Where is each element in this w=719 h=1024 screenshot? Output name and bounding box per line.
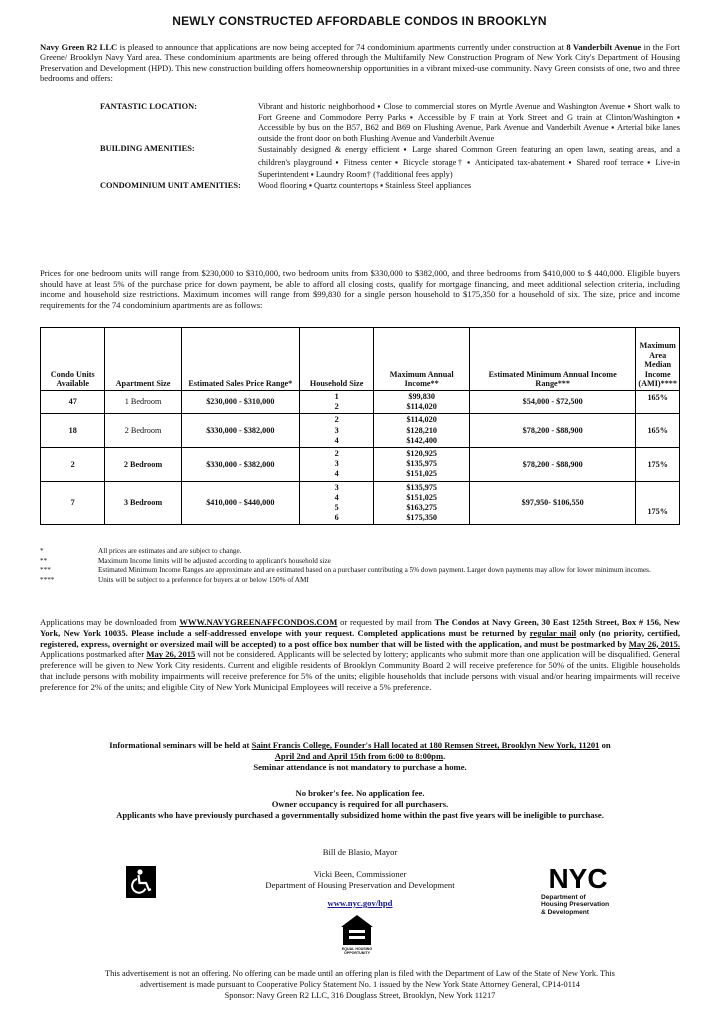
income-value: $114,020 xyxy=(406,415,437,425)
household-value: 3 xyxy=(334,425,339,435)
feature-label: BUILDING AMENITIES: xyxy=(100,144,195,154)
cell-income xyxy=(374,448,470,482)
cell-ami: 165% xyxy=(636,414,680,448)
cell-size: 1 Bedroom xyxy=(105,391,181,414)
table-row xyxy=(41,481,680,525)
intro-text-1: is pleased to announce that applications are now being accepted for 74 condominium apartments currently under construction at xyxy=(117,42,567,52)
household-value: 5 xyxy=(334,503,339,513)
income-value: $151,025 xyxy=(406,469,438,479)
cell-ami: 175% xyxy=(636,448,680,482)
feature-text: Vibrant and historic neighborhood ▪ Close to commercial stores on Myrtle Avenue and Washington Avenue ▪ Short walk to Fort Greene and Commodore Perry Parks ▪ Accessible by F train at York Street and G train at Clinton/Washington ▪ Accessible by bus on the B57, B62 and B69 on Flushing Avenue, Park Avenue and Vanderbilt Avenue ▪ Arterial bike lanes outside the front door on both Flushing Avenue and Vanderbilt Avenue xyxy=(258,102,680,143)
intro-paragraph xyxy=(40,42,680,84)
seminar-location: Saint Francis College, Founder's Hall located at 180 Remsen Street, Brooklyn New York, 11201 xyxy=(251,740,600,750)
footer-line: Sponsor: Navy Green R2 LLC, 316 Douglass Street, Brooklyn, New York 11217 xyxy=(224,991,496,1000)
mayor-name: Bill de Blasio, Mayor xyxy=(322,847,398,857)
cell-income xyxy=(374,414,470,448)
hpd-website-link[interactable]: www.nyc.gov/hpd xyxy=(327,898,393,908)
seminar-notice xyxy=(40,740,680,773)
fee-notice: Applicants who have previously purchased a governmentally subsidized home within the past five years will be ineligible to purchase. xyxy=(116,810,604,820)
fee-notice: No broker's fee. No application fee. xyxy=(295,788,425,798)
prices-paragraph: Prices for one bedroom units will range from $230,000 to $310,000, two bedroom units from $330,000 to $382,000, and three bedrooms from $410,000 to $ 440,000. Eligible buyers should have at least 5% of the purchase price for down payment, be able to afford all closing costs, qualify for mortgage financing, and meet additional selection criteria, including income and household size restrictions. Maximum incomes will range from $99,830 for a single person household to $175,350 for a household of six. The size, price and income requirements for the 74 condominium apartments are as follows: xyxy=(40,268,680,310)
cell-price: $330,000 - $382,000 xyxy=(181,448,299,482)
seminar-text: on xyxy=(599,740,611,750)
feature-text: Wood flooring ▪ Quartz countertops ▪ Stainless Steel appliances xyxy=(258,180,472,190)
footnotes xyxy=(40,547,680,585)
household-value: 2 xyxy=(334,449,339,459)
household-value: 1 xyxy=(334,392,339,401)
features-list xyxy=(100,102,680,192)
household-value: 4 xyxy=(334,492,339,502)
cell-units: 47 xyxy=(41,391,105,414)
commissioner-name: Vicki Been, Commissioner xyxy=(313,869,407,879)
header-household: Household Size xyxy=(299,328,373,391)
cell-min-income: $54,000 - $72,500 xyxy=(470,391,636,414)
income-value: $135,975 xyxy=(406,482,438,492)
income-value: $99,830 xyxy=(408,392,435,401)
building-address: 8 Vanderbilt Avenue xyxy=(566,42,642,52)
seminar-text: Informational seminars will be held at xyxy=(109,740,252,750)
footnote xyxy=(40,557,680,567)
cell-size: 2 Bedroom xyxy=(105,414,181,448)
seminar-dates: April 2nd and April 15th from 6:00 to 8:00pm xyxy=(274,751,444,761)
header-ami: Maximum Area Median Income (AMI)**** xyxy=(636,328,680,391)
footer-line: This advertisement is not an offering. No offering can be made until an offering plan is filed with the Department of Law of the State of New York. This xyxy=(105,969,615,978)
header-units: Condo Units Available xyxy=(41,328,105,391)
cell-price: $410,000 - $440,000 xyxy=(181,481,299,525)
intro-text-2: in the Fort Greene/ Brooklyn Navy Yard area. These condominium apartments are being offered through the Multifamily New Construction Program of New York City's Department of Housing Preservation and Development (HPD). This new construction building offers homeownership opportunities in a vibrant mixed-use community. Navy Green consists of one, two and three bedrooms and offers: xyxy=(40,42,680,84)
cell-household xyxy=(299,391,373,414)
application-paragraph xyxy=(40,617,680,693)
footnote-symbol: * xyxy=(40,547,44,555)
household-value: 2 xyxy=(334,402,339,412)
income-value: $142,400 xyxy=(406,435,438,445)
fee-notices xyxy=(40,788,680,821)
footnote-symbol: ** xyxy=(40,556,48,565)
developer-name: Navy Green R2 LLC xyxy=(40,42,118,52)
feature-label: FANTASTIC LOCATION: xyxy=(100,102,198,111)
mailing-address-text: The Condos at Navy Green, 30 East 125th Street, Box # 156, New York, New York 10035. Please include a self-addressed envelope with your request. Completed applications must be returned by xyxy=(40,617,680,638)
income-value: $163,275 xyxy=(406,503,438,513)
equal-housing-label: EQUAL HOUSING OPPORTUNITY xyxy=(341,947,373,956)
income-value: $128,210 xyxy=(406,425,438,435)
cell-income xyxy=(374,391,470,414)
income-value: $151,025 xyxy=(406,492,438,502)
feature-location xyxy=(100,102,680,144)
footnote xyxy=(40,566,680,576)
apply-text-5: Applications postmarked after xyxy=(40,649,147,660)
household-value: 4 xyxy=(334,435,339,445)
regular-mail-text: regular mail xyxy=(529,627,577,638)
wheelchair-accessible-icon xyxy=(126,866,156,898)
footnote-symbol: **** xyxy=(40,575,55,584)
cell-units: 2 xyxy=(41,448,105,482)
income-value: $135,975 xyxy=(406,459,438,469)
apply-text-4: only (no priority, certified, registered, express, overnight or oversized mail will be accepted) to a post office box number that will be listed with the application, and must be postmarked by xyxy=(40,627,680,649)
footnote xyxy=(40,576,680,586)
seminar-text: . xyxy=(443,751,446,761)
cell-household xyxy=(299,481,373,525)
feature-label: CONDOMINIUM UNIT AMENITIES: xyxy=(100,180,241,190)
cell-price: $230,000 - $310,000 xyxy=(181,391,299,414)
cell-price: $330,000 - $382,000 xyxy=(181,414,299,448)
household-value: 3 xyxy=(334,482,339,492)
legal-footer xyxy=(30,968,690,1001)
units-table xyxy=(40,327,680,525)
nyc-logo-line: Housing Preservation xyxy=(541,901,610,909)
application-website-link[interactable]: WWW.NAVYGREENAFFCONDOS.COM xyxy=(179,617,338,627)
cell-size: 3 Bedroom xyxy=(105,481,181,525)
header-price: Estimated Sales Price Range* xyxy=(181,328,299,391)
nyc-logo-caption xyxy=(541,894,621,916)
nyc-logo xyxy=(543,862,613,892)
footnote xyxy=(40,547,680,557)
deadline-date: May 26, 2015 xyxy=(146,649,196,660)
household-value: 2 xyxy=(334,415,339,425)
deadline-date: May 26, 2015. xyxy=(628,638,680,649)
footnote-text: Estimated Minimum Income Ranges are approximate and are estimated based on a purchaser contributing a 5% down payment. Larger down payments may allow for lower minimum incomes. xyxy=(98,566,651,575)
page-title: NEWLY CONSTRUCTED AFFORDABLE CONDOS IN BROOKLYN xyxy=(172,14,547,28)
cell-income xyxy=(374,481,470,525)
income-value: $120,925 xyxy=(406,449,438,459)
cell-household xyxy=(299,414,373,448)
income-value: $114,020 xyxy=(406,402,437,412)
feature-building xyxy=(100,144,680,181)
header-max-income: Maximum Annual Income** xyxy=(374,328,470,391)
footnote-symbol: *** xyxy=(40,566,51,575)
nyc-logo-line: & Development xyxy=(541,908,589,916)
cell-ami: 175% xyxy=(636,481,680,525)
feature-text: Sustainably designed & energy efficient ▪ Large shared Common Green featuring an open lawn, seating areas, and a children's playground ▪ Fitness center ▪ Bicycle storage† ▪ Anticipated tax-abatement ▪ Shared roof terrace ▪ Live-in Superintendent ▪ Laundry Room† (†additional fees apply) xyxy=(258,145,680,179)
header-min-income: Estimated Minimum Annual Income Range*** xyxy=(470,328,636,391)
income-value: $175,350 xyxy=(406,513,438,523)
apply-text-1: Applications may be downloaded from xyxy=(40,617,180,627)
table-row xyxy=(41,414,680,448)
cell-min-income: $78,200 - $88,900 xyxy=(470,414,636,448)
footnote-text: Units will be subject to a preference for buyers at or below 150% of AMI xyxy=(98,575,309,584)
nyc-logo-line: Department of xyxy=(541,894,586,901)
cell-ami: 165% xyxy=(636,391,680,414)
table-header-row xyxy=(41,328,680,391)
header-size: Apartment Size xyxy=(105,328,181,391)
footnote-text: Maximum Income limits will be adjusted according to applicant's household size xyxy=(98,556,331,565)
cell-units: 18 xyxy=(41,414,105,448)
cell-household xyxy=(299,448,373,482)
apply-text-2: or requested by mail from xyxy=(337,617,435,627)
cell-size: 2 Bedroom xyxy=(105,448,181,482)
seminar-attendance-note: Seminar attendance is not mandatory to purchase a home. xyxy=(253,762,467,772)
household-value: 6 xyxy=(334,513,339,523)
table-row xyxy=(41,448,680,482)
table-row xyxy=(41,391,680,414)
nyc-logo-mark: NYC xyxy=(548,863,608,892)
feature-unit xyxy=(100,181,680,192)
fee-notice: Owner occupancy is required for all purchasers. xyxy=(271,799,449,809)
apply-text-6: will not be considered. Applicants will be selected by lottery; applicants who submit more than one application will be disqualified. General preference will be given to New York City residents. Current and eligible residents of Brooklyn Community Board 2 will receive preference for 50% of the units. Eligible households that include persons with mobility impairments will receive preference for 5% of the units; eligible households that include persons with visual and/or hearing impairments will receive preference for 2% of the units; and eligible City of New York Municipal Employees will receive a 5% preference. xyxy=(40,649,680,692)
cell-min-income: $78,200 - $88,900 xyxy=(470,448,636,482)
footnote-text: All prices are estimates and are subject to change. xyxy=(98,547,242,555)
cell-units: 7 xyxy=(41,481,105,525)
department-name: Department of Housing Preservation and Development xyxy=(265,880,455,890)
footer-line: advertisement is made pursuant to Cooperative Policy Statement No. 1 issued by the New York State Attorney General, CP14-0114 xyxy=(140,980,580,989)
household-value: 3 xyxy=(334,459,339,469)
household-value: 4 xyxy=(334,469,339,479)
cell-min-income: $97,950- $106,550 xyxy=(470,481,636,525)
